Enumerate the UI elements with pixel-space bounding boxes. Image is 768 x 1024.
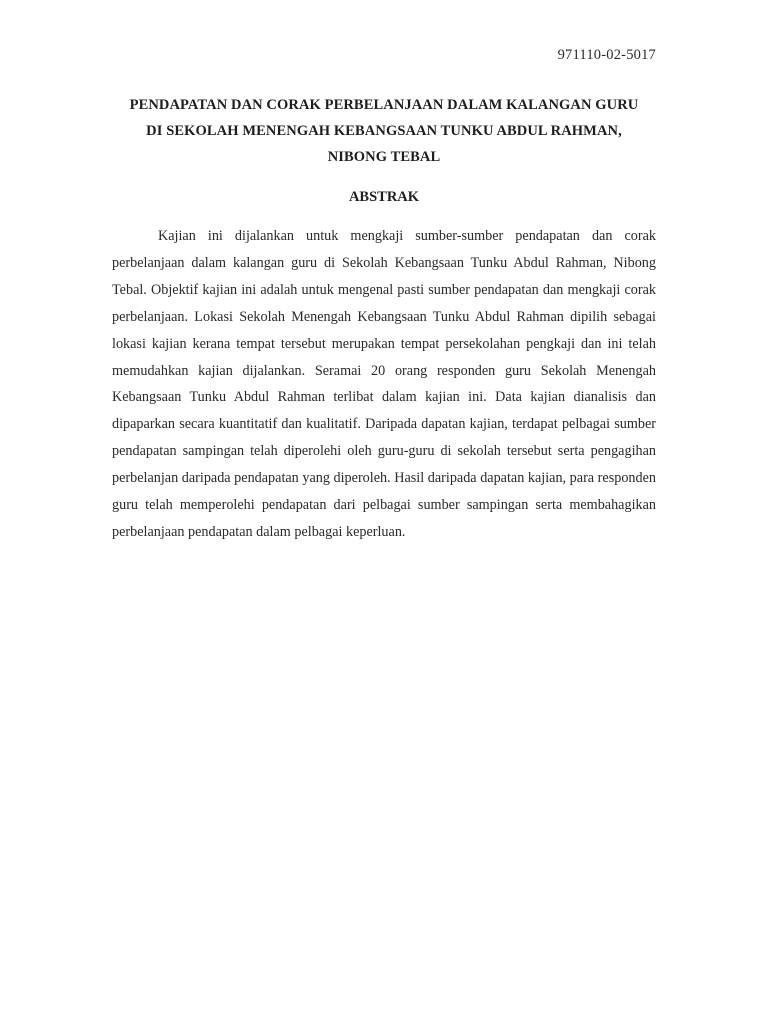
title-line: PENDAPATAN DAN CORAK PERBELANJAAN DALAM KALANGAN GURU [129, 97, 639, 113]
abstract-heading: ABSTRAK [348, 189, 420, 205]
document-id-number: 971110-02-5017 [557, 47, 656, 63]
title-line: NIBONG TEBAL [327, 149, 441, 165]
title-line: DI SEKOLAH MENENGAH KEBANGSAAN TUNKU ABDUL RAHMAN, [146, 123, 622, 139]
abstract-paragraph: Kajian ini dijalankan untuk mengkaji sumber-sumber pendapatan dan corak perbelanjaan dalam kalangan guru di Sekolah Kebangsaan Tunku Abdul Rahman, Nibong Tebal. Objektif kajian ini adalah untuk mengenal pasti sumber pendapatan dan mengkaji corak perbelanjaan. Lokasi Sekolah Menengah Kebangsaan Tunku Abdul Rahman dipilih sebagai lokasi kajian kerana tempat tersebut merupakan tempat persekolahan pengkaji dan ini telah memudahkan kajian dijalankan. Seramai 20 orang responden guru Sekolah Menengah Kebangsaan Tunku Abdul Rahman terlibat dalam kajian ini. Data kajian dianalisis dan dipaparkan secara kuantitatif dan kualitatif. Daripada dapatan kajian, terdapat pelbagai sumber pendapatan sampingan telah diperolehi oleh guru-guru di sekolah tersebut serta pengagihan perbelanjan daripada pendapatan yang diperoleh. Hasil daripada dapatan kajian, para responden guru telah memperolehi pendapatan dari pelbagai sumber sampingan serta membahagikan perbelanjaan pendapatan dalam pelbagai keperluan. [112, 228, 656, 540]
document-title [112, 92, 656, 170]
